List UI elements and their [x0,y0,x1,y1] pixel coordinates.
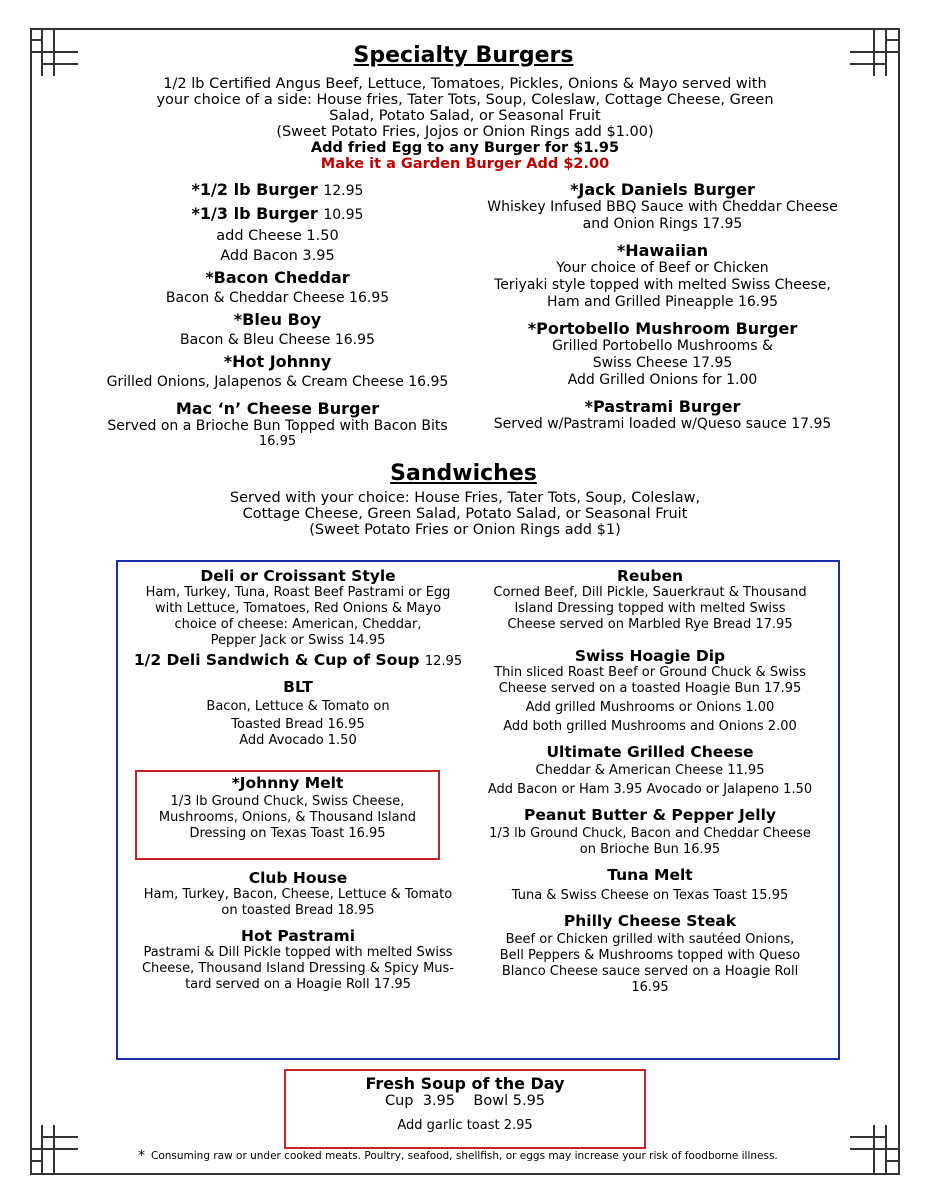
burgers-left-column [80,180,475,449]
intro-line: your choice of a side: House fries, Tater Tots, Soup, Coleslaw, Cottage Cheese, Green [156,92,774,108]
item-desc: Cheese served on a toasted Hoagie Bun 17.95 [498,681,802,696]
health-disclaimer [138,1148,838,1164]
item-desc: Grilled Portobello Mushrooms & [552,338,773,354]
sandwiches-intro [120,490,810,538]
garden-burger-note: Make it a Garden Burger Add $2.00 [320,156,610,172]
item-desc: Whiskey Infused BBQ Sauce with Cheddar Cheese [487,199,838,215]
item-desc: Blanco Cheese sauce served on a Hoagie Roll [501,964,799,979]
item-desc: tard served on a Hoagie Roll 17.95 [185,977,411,992]
item-desc: Cheddar & American Cheese 11.95 [535,763,765,778]
item-desc: Bacon, Lettuce & Tomato on [206,699,390,714]
burgers-right-column [470,180,855,433]
item-name: *Bacon Cheddar [205,268,350,287]
item-name: *Johnny Melt [231,774,344,792]
item-desc: Your choice of Beef or Chicken [556,260,769,276]
item-desc: Mushrooms, Onions, & Thousand Island [158,810,417,825]
intro-line: (Sweet Potato Fries, Jojos or Onion Rings add $1.00) [276,124,654,140]
item-desc: Beef or Chicken grilled with sautéed Onions, [505,932,795,947]
sandwiches-right-column [470,567,830,996]
item-desc: on toasted Bread 18.95 [221,903,375,918]
item-name: *Jack Daniels Burger [570,180,755,199]
johnny-melt [137,774,438,842]
item-name: *Portobello Mushroom Burger [527,319,798,338]
item-desc: Dressing on Texas Toast 16.95 [189,826,386,841]
item-name: Fresh Soup of the Day [365,1074,565,1093]
item-name: *1/3 lb Burger [191,204,318,223]
sandwiches-left-column [118,567,478,749]
item-price: 12.95 [323,183,364,199]
item-desc: Ham and Grilled Pineapple 16.95 [546,294,779,310]
intro-line: 1/2 lb Certified Angus Beef, Lettuce, Tomatoes, Pickles, Onions & Mayo served with [163,76,767,92]
item-name: *Pastrami Burger [584,397,741,416]
item-desc: Toasted Bread 16.95 [231,717,365,732]
item-desc: Bacon & Bleu Cheese 16.95 [180,332,375,348]
corner-ornament-icon [30,1125,78,1173]
item-desc: with Lettuce, Tomatoes, Red Onions & Mayo [154,601,442,616]
item-desc: Swiss Cheese 17.95 [592,355,733,371]
burgers-title: Specialty Burgers [353,43,574,68]
item-desc: Ham, Turkey, Bacon, Cheese, Lettuce & Tomato [143,887,453,902]
item-name: Philly Cheese Steak [563,912,737,930]
item-desc: Island Dressing topped with melted Swiss [514,601,786,616]
item-desc: Tuna & Swiss Cheese on Texas Toast 15.95 [511,888,789,903]
item-name: BLT [283,678,313,696]
item-name: Deli or Croissant Style [200,567,396,585]
disclaimer-text: Consuming raw or under cooked meats. Poultry, seafood, shellfish, or eggs may increase your risk of foodborne illness. [151,1150,778,1162]
item-name: *Bleu Boy [233,310,322,329]
item-desc: Served w/Pastrami loaded w/Queso sauce 17.95 [493,416,832,432]
item-desc: Grilled Onions, Jalapenos & Cream Cheese 16.95 [106,374,449,390]
item-desc: choice of cheese: American, Cheddar, [174,617,422,632]
menu-item [118,651,478,670]
item-name: 1/2 Deli Sandwich & Cup of Soup [133,651,420,669]
item-desc: Add both grilled Mushrooms and Onions 2.00 [503,719,797,734]
item-desc: Corned Beef, Dill Pickle, Sauerkraut & Thousand [493,585,807,600]
item-name: *Hawaiian [616,241,709,260]
soup-of-the-day [286,1075,644,1134]
item-desc: Add Avocado 1.50 [239,733,357,748]
item-desc: Add Bacon or Ham 3.95 Avocado or Jalapeno 1.50 [487,782,813,797]
item-name: Club House [248,869,348,887]
item-name: *Hot Johnny [223,352,332,371]
add-cheese-note: add Cheese 1.50 [216,228,339,244]
sandwiches-title: Sandwiches [390,461,537,486]
item-name: Peanut Butter & Pepper Jelly [524,806,776,824]
corner-ornament-icon [850,1125,898,1173]
item-desc: 1/3 lb Ground Chuck, Bacon and Cheddar Cheese [489,826,811,841]
item-desc: Thin sliced Roast Beef or Ground Chuck & Swiss [494,665,806,680]
item-name: Tuna Melt [607,866,693,884]
intro-line: Salad, Potato Salad, or Seasonal Fruit [329,108,601,124]
item-name: Swiss Hoagie Dip [574,647,726,665]
item-name: Reuben [616,567,684,585]
item-price: 12.95 [424,654,463,669]
item-desc: and Onion Rings 17.95 [582,216,743,232]
item-desc: Add Grilled Onions for 1.00 [567,372,758,388]
add-bacon-note: Add Bacon 3.95 [220,248,335,264]
item-price: 10.95 [323,207,364,223]
item-desc: Teriyaki style topped with melted Swiss Cheese, [494,277,831,293]
sandwiches-left-column-lower [118,869,478,993]
item-desc: Bacon & Cheddar Cheese 16.95 [165,290,390,306]
intro-line: Cottage Cheese, Green Salad, Potato Salad, or Seasonal Fruit [242,506,688,522]
garlic-toast-note: Add garlic toast 2.95 [397,1118,533,1133]
menu-item [80,180,475,201]
soup-sizes: Cup 3.95 Bowl 5.95 [384,1093,546,1109]
item-desc: Served on a Brioche Bun Topped with Bacon Bits [107,418,448,434]
item-desc: Add grilled Mushrooms or Onions 1.00 [525,700,775,715]
item-desc: Cheese, Thousand Island Dressing & Spicy Mus- [141,961,455,976]
item-desc: Cheese served on Marbled Rye Bread 17.95 [507,617,793,632]
intro-line: (Sweet Potato Fries or Onion Rings add $1) [309,522,621,538]
item-name: Mac ‘n’ Cheese Burger [175,399,380,418]
burgers-intro [120,76,810,172]
item-name: Ultimate Grilled Cheese [546,743,754,761]
item-desc: Bell Peppers & Mushrooms topped with Queso [499,948,801,963]
intro-line: Served with your choice: House Fries, Tater Tots, Soup, Coleslaw, [229,490,701,506]
item-desc: on Brioche Bun 16.95 [579,842,721,857]
menu-item [80,204,475,225]
item-desc: Pepper Jack or Swiss 14.95 [210,633,386,648]
egg-note: Add fried Egg to any Burger for $1.95 [310,140,620,156]
item-name: *1/2 lb Burger [191,180,318,199]
item-desc: 1/3 lb Ground Chuck, Swiss Cheese, [170,794,405,809]
item-desc: 16.95 [631,980,669,995]
item-price: 16.95 [258,434,297,449]
asterisk: * [138,1148,145,1164]
item-desc: Ham, Turkey, Tuna, Roast Beef Pastrami or Egg [145,585,451,600]
item-name: Hot Pastrami [240,927,356,945]
item-desc: Pastrami & Dill Pickle topped with melted Swiss [143,945,453,960]
